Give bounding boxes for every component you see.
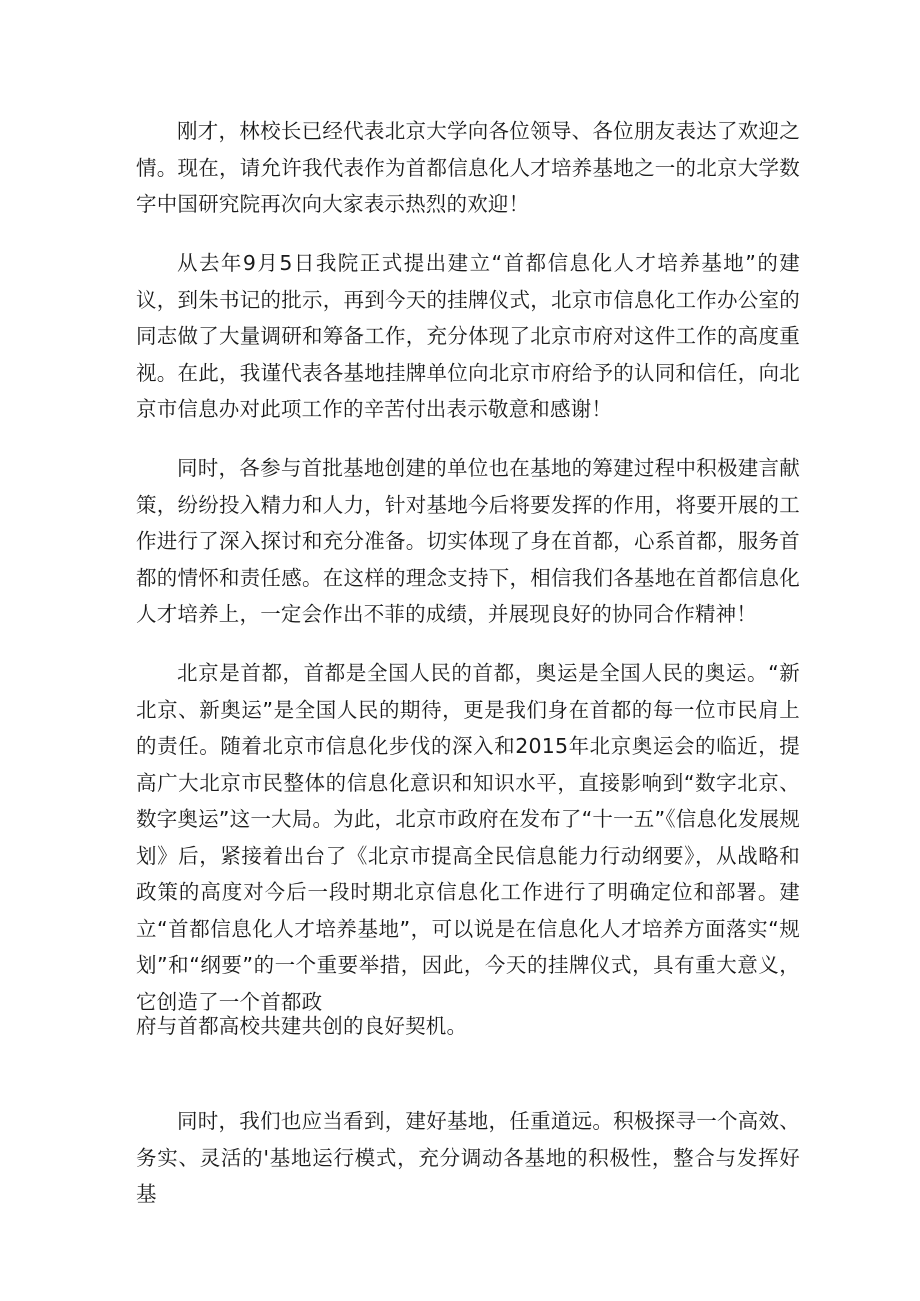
paragraph-text: 府与首都高校共建共创的良好契机。 xyxy=(136,1014,468,1038)
paragraph-welcome xyxy=(136,113,800,223)
paragraph-continuation xyxy=(136,1008,800,1045)
paragraph-text: 同时，我们也应当看到，建好基地，任重道远。积极探寻一个高效、务实、灵活的'基地运行模式，充分调动各基地的积极性，整合与发挥好基 xyxy=(136,1109,800,1206)
paragraph-text: 刚才，林校长已经代表北京大学向各位领导、各位朋友表达了欢迎之情。现在，请允许我代表作为首都信息化人才培养基地之一的北京大学数字中国研究院再次向大家表示热烈的欢迎！ xyxy=(136,119,800,216)
paragraph-proposal xyxy=(136,245,800,428)
paragraph-text: 北京是首都，首都是全国人民的首都，奥运是全国人民的奥运。“新北京、新奥运”是全国人民的期待，更是我们身在首都的每一位市民肩上的责任。随着北京市信息化步伐的深入和2015年北京奥运会的临近，提高广大北京市民整体的信息化意识和知识水平，直接影响到“数字北京、数字奥运”这一大局。为此，北京市政府在发布了“十一五”《信息化发展规划》后，紧接着出台了《北京市提高全民信息能力行动纲要》，从战略和政策的高度对今后一段时期北京信息化工作进行了明确定位和部署。建立“首都信息化人才培养基地”，可以说是在信息化人才培养方面落实“规划”和“纲要”的一个重要举措，因此，今天的挂牌仪式，具有重大意义，它创造了一个首都政 xyxy=(136,661,800,1014)
paragraph-text: 同时，各参与首批基地创建的单位也在基地的筹建过程中积极建言献策，纷纷投入精力和人力，针对基地今后将要发挥的作用，将要开展的工作进行了深入探讨和充分准备。切实体现了身在首都，心系首都，服务首都的情怀和责任感。在这样的理念支持下，相信我们各基地在首都信息化人才培养上，一定会作出不菲的成绩，并展现良好的协同合作精神！ xyxy=(136,456,800,626)
paragraph-text: 从去年9月5日我院正式提出建立“首都信息化人才培养基地”的建议，到朱书记的批示，再到今天的挂牌仪式，北京市信息化工作办公室的同志做了大量调研和筹备工作，充分体现了北京市府对这件工作的高度重视。在此，我谨代表各基地挂牌单位向北京市府给予的认同和信任，向北京市信息办对此项工作的辛苦付出表示敬意和感谢！ xyxy=(136,251,800,421)
paragraph-contributors xyxy=(136,450,800,633)
paragraph-outlook xyxy=(136,1103,800,1213)
paragraph-beijing-olympics xyxy=(136,655,800,1020)
